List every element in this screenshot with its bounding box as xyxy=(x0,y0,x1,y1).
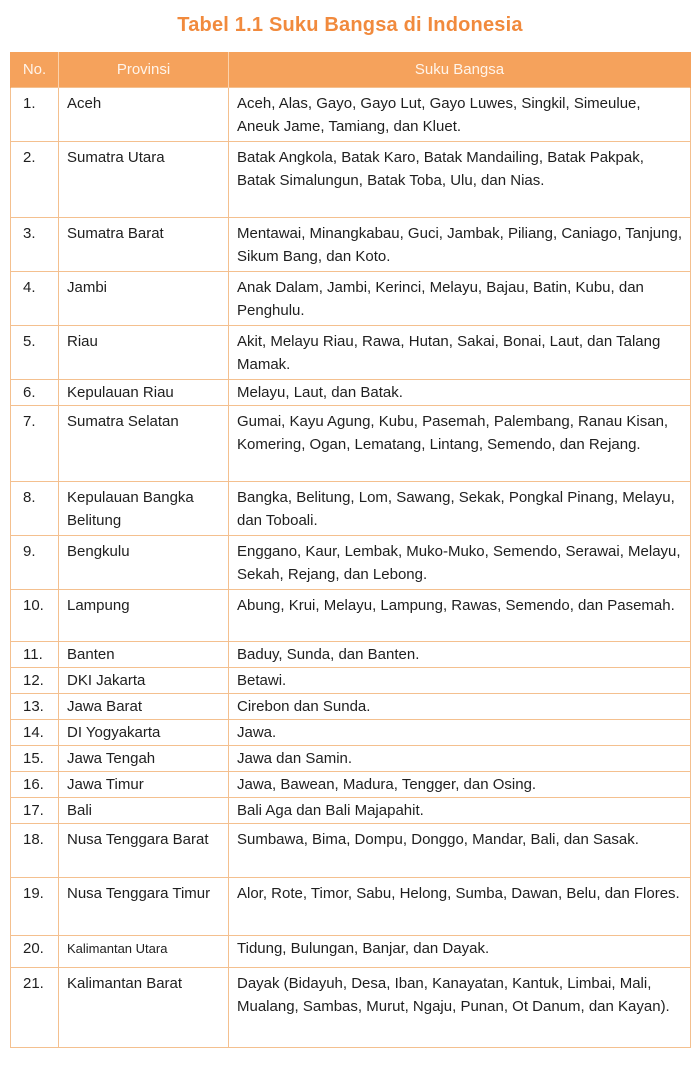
row-province: Sumatra Utara xyxy=(59,142,229,218)
row-ethnic-groups: Mentawai, Minangkabau, Guci, Jambak, Piliang, Caniago, Tanjung, Sikum Bang, dan Koto. xyxy=(229,218,691,272)
table-row xyxy=(11,668,691,694)
table-row xyxy=(11,272,691,326)
table-title: Tabel 1.1 Suku Bangsa di Indonesia xyxy=(177,14,523,36)
row-ethnic-groups: Tidung, Bulungan, Banjar, dan Dayak. xyxy=(229,936,691,968)
row-ethnic-groups: Sumbawa, Bima, Dompu, Donggo, Mandar, Bali, dan Sasak. xyxy=(229,824,691,878)
table-row xyxy=(11,380,691,406)
row-ethnic-groups: Enggano, Kaur, Lembak, Muko-Muko, Semendo, Serawai, Melayu, Sekah, Rejang, dan Lebong. xyxy=(229,536,691,590)
row-province: Jawa Barat xyxy=(59,694,229,720)
table-row xyxy=(11,642,691,668)
row-province: Jawa Tengah xyxy=(59,746,229,772)
row-ethnic-groups: Jawa, Bawean, Madura, Tengger, dan Osing. xyxy=(229,772,691,798)
row-ethnic-groups: Bangka, Belitung, Lom, Sawang, Sekak, Pongkal Pinang, Melayu, dan Toboali. xyxy=(229,482,691,536)
table-row xyxy=(11,968,691,1048)
row-province: Jambi xyxy=(59,272,229,326)
row-ethnic-groups: Melayu, Laut, dan Batak. xyxy=(229,380,691,406)
row-number: 18. xyxy=(11,824,59,878)
table-header-row xyxy=(11,52,691,88)
table-row xyxy=(11,824,691,878)
row-number: 7. xyxy=(11,406,59,482)
row-province: Kepulauan Riau xyxy=(59,380,229,406)
row-ethnic-groups: Jawa. xyxy=(229,720,691,746)
table-row xyxy=(11,936,691,968)
row-number: 9. xyxy=(11,536,59,590)
row-province: Aceh xyxy=(59,88,229,142)
table-row xyxy=(11,406,691,482)
table-row xyxy=(11,772,691,798)
row-number: 5. xyxy=(11,326,59,380)
table-row xyxy=(11,536,691,590)
row-province: Bengkulu xyxy=(59,536,229,590)
table-row xyxy=(11,88,691,142)
row-ethnic-groups: Abung, Krui, Melayu, Lampung, Rawas, Semendo, dan Pasemah. xyxy=(229,590,691,642)
header-provinsi: Provinsi xyxy=(59,52,229,88)
row-number: 4. xyxy=(11,272,59,326)
table-row xyxy=(11,694,691,720)
row-province: DKI Jakarta xyxy=(59,668,229,694)
row-number: 15. xyxy=(11,746,59,772)
row-ethnic-groups: Aceh, Alas, Gayo, Gayo Lut, Gayo Luwes, Singkil, Simeulue, Aneuk Jame, Tamiang, dan Kluet. xyxy=(229,88,691,142)
row-province: Kalimantan Barat xyxy=(59,968,229,1048)
row-province: Bali xyxy=(59,798,229,824)
row-number: 11. xyxy=(11,642,59,668)
row-number: 17. xyxy=(11,798,59,824)
row-number: 20. xyxy=(11,936,59,968)
row-province: Nusa Tenggara Barat xyxy=(59,824,229,878)
table-row xyxy=(11,218,691,272)
row-province: DI Yogyakarta xyxy=(59,720,229,746)
row-ethnic-groups: Cirebon dan Sunda. xyxy=(229,694,691,720)
table-row xyxy=(11,878,691,936)
row-number: 14. xyxy=(11,720,59,746)
header-suku-bangsa: Suku Bangsa xyxy=(229,52,691,88)
row-number: 10. xyxy=(11,590,59,642)
row-province: Lampung xyxy=(59,590,229,642)
table-row xyxy=(11,326,691,380)
row-province: Kepulauan Bangka Belitung xyxy=(59,482,229,536)
table-row xyxy=(11,746,691,772)
row-ethnic-groups: Dayak (Bidayuh, Desa, Iban, Kanayatan, Kantuk, Limbai, Mali, Mualang, Sambas, Murut, Ngaju, Punan, Ot Danum, dan Kayan). xyxy=(229,968,691,1048)
row-number: 13. xyxy=(11,694,59,720)
row-number: 16. xyxy=(11,772,59,798)
row-ethnic-groups: Baduy, Sunda, dan Banten. xyxy=(229,642,691,668)
table-row xyxy=(11,482,691,536)
row-ethnic-groups: Betawi. xyxy=(229,668,691,694)
row-province: Sumatra Barat xyxy=(59,218,229,272)
row-number: 21. xyxy=(11,968,59,1048)
row-ethnic-groups: Batak Angkola, Batak Karo, Batak Mandailing, Batak Pakpak, Batak Simalungun, Batak Toba, Ulu, dan Nias. xyxy=(229,142,691,218)
row-province: Jawa Timur xyxy=(59,772,229,798)
row-ethnic-groups: Akit, Melayu Riau, Rawa, Hutan, Sakai, Bonai, Laut, dan Talang Mamak. xyxy=(229,326,691,380)
header-no: No. xyxy=(11,52,59,88)
row-province: Riau xyxy=(59,326,229,380)
table-row xyxy=(11,720,691,746)
row-province: Sumatra Selatan xyxy=(59,406,229,482)
row-ethnic-groups: Bali Aga dan Bali Majapahit. xyxy=(229,798,691,824)
row-ethnic-groups: Anak Dalam, Jambi, Kerinci, Melayu, Bajau, Batin, Kubu, dan Penghulu. xyxy=(229,272,691,326)
ethnic-groups-table xyxy=(10,52,691,1048)
row-number: 6. xyxy=(11,380,59,406)
row-number: 1. xyxy=(11,88,59,142)
row-province: Banten xyxy=(59,642,229,668)
row-province: Nusa Tenggara Timur xyxy=(59,878,229,936)
row-ethnic-groups: Alor, Rote, Timor, Sabu, Helong, Sumba, Dawan, Belu, dan Flores. xyxy=(229,878,691,936)
row-province: Kalimantan Utara xyxy=(59,936,229,968)
row-ethnic-groups: Jawa dan Samin. xyxy=(229,746,691,772)
row-number: 12. xyxy=(11,668,59,694)
table-row xyxy=(11,798,691,824)
row-number: 2. xyxy=(11,142,59,218)
table-row xyxy=(11,142,691,218)
row-number: 8. xyxy=(11,482,59,536)
row-number: 19. xyxy=(11,878,59,936)
row-ethnic-groups: Gumai, Kayu Agung, Kubu, Pasemah, Palembang, Ranau Kisan, Komering, Ogan, Lematang, Lintang, Semendo, dan Rejang. xyxy=(229,406,691,482)
table-row xyxy=(11,590,691,642)
row-number: 3. xyxy=(11,218,59,272)
